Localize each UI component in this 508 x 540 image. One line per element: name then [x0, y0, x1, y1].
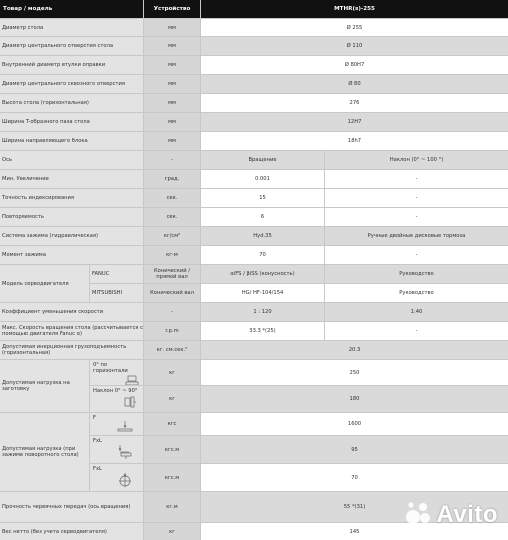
value-clamping-system-rotation: Hyd.35 [201, 227, 324, 245]
sub-workpiece-tilt-label: Наклон 0° ~ 90° [93, 388, 138, 394]
value-repeatability-rotation: 6 [201, 208, 324, 226]
value-guide-block-width: 18h7 [201, 132, 508, 150]
label-clamping-torque: Момент зажима [0, 246, 143, 264]
value-rotation-fxl-1: 95 [201, 436, 508, 463]
label-servo-model: Модель серводвигателя [0, 265, 89, 302]
value-through-hole-diameter: Ø 80 [201, 75, 508, 93]
value-min-increment-rotation: 0.001 [201, 170, 324, 188]
label-repeatability: Повторяемость [0, 208, 143, 226]
tilt-moment-icon [117, 472, 133, 488]
unit-inertia: кг. см.сек.² [144, 341, 200, 359]
label-min-increment: Мин. Увеличение [0, 170, 143, 188]
horizontal-table-icon [125, 375, 139, 385]
unit-t-slot-width: мм [144, 113, 200, 131]
value-servo-fanuc-rotation: αiFS / βiSS (конусность) [201, 265, 324, 283]
value-max-speed-rotation: 33.3 *(25) [201, 322, 324, 340]
label-clamping-system: Система зажима (гидравлическая) [0, 227, 143, 245]
label-worm-gear-strength: Прочность червячных передач (ось вращения) [0, 492, 143, 522]
sub-workpiece-tilt [90, 386, 143, 412]
sub-workpiece-horizontal [90, 360, 143, 385]
unit-center-hole-diameter: мм [144, 37, 200, 55]
unit-max-speed: r.p.m [144, 322, 200, 340]
value-indexing-accuracy-rotation: 15 [201, 189, 324, 207]
value-net-weight: 145 [201, 523, 508, 540]
unit-indexing-accuracy: сек. [144, 189, 200, 207]
label-mandrel-bore-diameter: Внутренний диаметр втулки оправки [0, 56, 143, 74]
label-guide-block-width: Ширина направляющего блока [0, 132, 143, 150]
value-servo-fanuc-tilt: Руководство [325, 265, 508, 283]
value-worm-gear-strength: 55 *(31) [201, 492, 508, 522]
unit-repeatability: сек. [144, 208, 200, 226]
unit-rotation-fxl-1: кгс.м [144, 436, 200, 463]
value-reduction-ratio-rotation: 1 : 120 [201, 303, 324, 321]
value-table-height: 276 [201, 94, 508, 112]
label-workpiece-load: Допустимая нагрузка на заготовку [0, 360, 89, 412]
label-rotation-load: Допустимая нагрузка (при зажиме поворотного стола) [0, 413, 89, 491]
label-table-diameter: Диаметр стола [0, 19, 143, 36]
value-repeatability-tilt: - [325, 208, 508, 226]
moment-load-icon [117, 444, 133, 460]
avito-watermark [405, 500, 498, 530]
device-servo-fanuc: Конический /прямой вал [144, 265, 200, 283]
label-center-hole-diameter: Диаметр центрального отверстия стола [0, 37, 143, 55]
sub-rotation-f-label: F [93, 415, 96, 421]
unit-workpiece-horizontal: кг [144, 360, 200, 385]
value-clamping-system-tilt: Ручные двойные дисковые тормоза [325, 227, 508, 245]
header-model: MTHR(s)-255 [201, 0, 508, 18]
axial-force-icon [117, 421, 133, 433]
unit-reduction-ratio: - [144, 303, 200, 321]
value-clamping-torque-tilt: - [325, 246, 508, 264]
value-axis-rotation: Вращение [201, 151, 324, 169]
value-mandrel-bore-diameter: Ø 80H7 [201, 56, 508, 74]
label-t-slot-width: Ширина T-образного паза стола [0, 113, 143, 131]
label-axis: Ось [0, 151, 143, 169]
device-servo-mitsubishi: Конический вал [144, 284, 200, 302]
unit-table-diameter: мм [144, 19, 200, 36]
avito-logo-icon [405, 500, 433, 530]
value-servo-mitsubishi-tilt: Руководство [325, 284, 508, 302]
value-workpiece-horizontal: 250 [201, 360, 508, 385]
label-servo-fanuc: FANUC [90, 265, 143, 283]
unit-workpiece-tilt: кг [144, 386, 200, 412]
value-servo-mitsubishi-rotation: HG/ HF-104/154 [201, 284, 324, 302]
label-servo-mitsubishi: MITSUBISHI [90, 284, 143, 302]
unit-guide-block-width: мм [144, 132, 200, 150]
value-workpiece-tilt: 180 [201, 386, 508, 412]
value-inertia: 20.3 [201, 341, 508, 359]
unit-min-increment: град. [144, 170, 200, 188]
unit-worm-gear-strength: кг.м [144, 492, 200, 522]
sub-rotation-fxl-2-label: FxL [93, 466, 102, 472]
unit-clamping-system: кг/см² [144, 227, 200, 245]
value-rotation-f: 1600 [201, 413, 508, 435]
unit-table-height: мм [144, 94, 200, 112]
sub-workpiece-horizontal-label: 0° по горизонтали [93, 362, 128, 374]
value-rotation-fxl-2: 70 [201, 464, 508, 491]
header-device: Устройство [144, 0, 200, 18]
value-max-speed-tilt: - [325, 322, 508, 340]
value-indexing-accuracy-tilt: - [325, 189, 508, 207]
value-table-diameter: Ø 255 [201, 19, 508, 36]
unit-net-weight: кг [144, 523, 200, 540]
tilted-table-icon [123, 395, 137, 409]
value-min-increment-tilt: - [325, 170, 508, 188]
label-through-hole-diameter: Диаметр центрального сквозного отверстия [0, 75, 143, 93]
sub-rotation-fxl-2 [90, 464, 143, 491]
label-max-speed: Макс. Скорость вращения стола (рассчитывается с помощью двигателя Fanuc α) [0, 322, 143, 340]
header-product-model: Товар / модель [0, 0, 143, 18]
label-reduction-ratio: Коэффициент уменьшения скорости [0, 303, 143, 321]
avito-watermark-text: Avito [436, 501, 498, 528]
value-clamping-torque-rotation: 70 [201, 246, 324, 264]
value-axis-tilt: Наклон (0° ~ 100 °) [325, 151, 508, 169]
label-indexing-accuracy: Точность индексирования [0, 189, 143, 207]
sub-rotation-fxl-1 [90, 436, 143, 463]
label-inertia: Допустимая инерционная грузоподъемность (горизонтальная) [0, 341, 143, 359]
value-reduction-ratio-tilt: 1:40 [325, 303, 508, 321]
sub-rotation-fxl-1-label: FxL [93, 438, 102, 444]
unit-axis: - [144, 151, 200, 169]
unit-through-hole-diameter: мм [144, 75, 200, 93]
unit-rotation-f: кгс [144, 413, 200, 435]
unit-clamping-torque: кг-м [144, 246, 200, 264]
sub-rotation-f [90, 413, 143, 435]
label-net-weight: Вес нетто (без учета серводвигателя) [0, 523, 143, 540]
value-center-hole-diameter: Ø 110 [201, 37, 508, 55]
unit-rotation-fxl-2: кгс.м [144, 464, 200, 491]
unit-mandrel-bore-diameter: мм [144, 56, 200, 74]
label-table-height: Высота стола (горизонтальная) [0, 94, 143, 112]
value-t-slot-width: 12H7 [201, 113, 508, 131]
